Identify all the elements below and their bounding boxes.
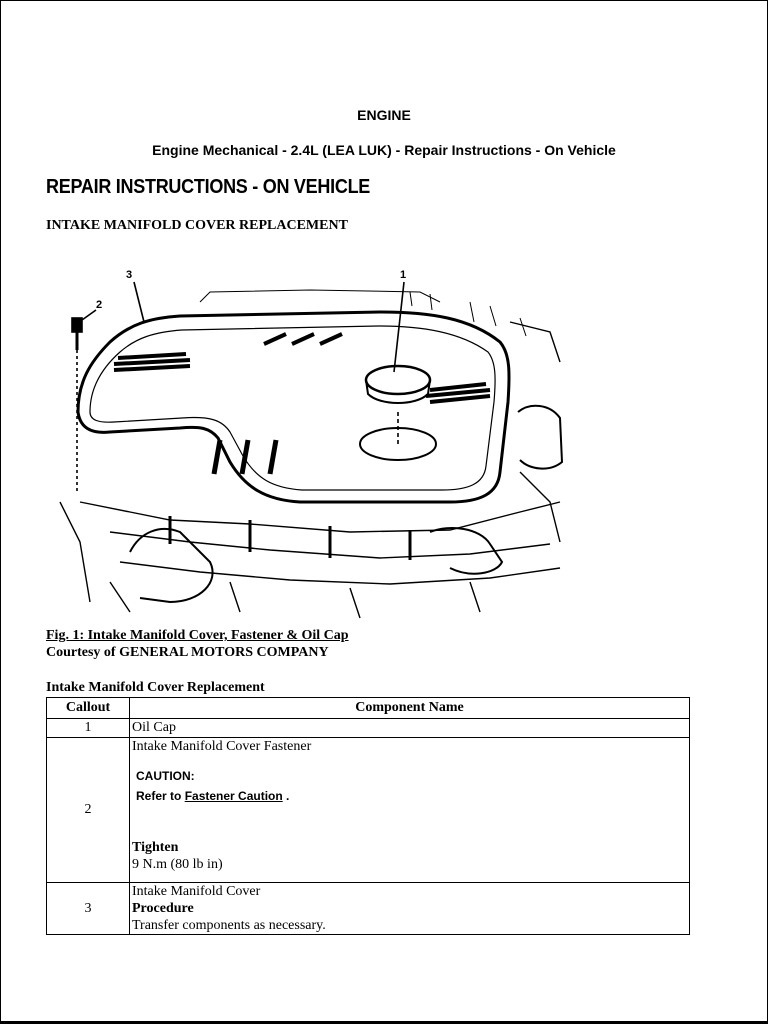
table-row [47,738,690,883]
section-title: ENGINE [357,107,411,123]
table-row [47,883,690,935]
callout-cell: 1 [47,719,130,738]
figure-caption: Fig. 1: Intake Manifold Cover, Fastener & Oil Cap [46,628,349,643]
callout-leader-3 [134,282,144,322]
fastener-caution-link[interactable]: Fastener Caution [184,789,283,803]
table-row [47,719,690,738]
procedure-text: Transfer components as necessary. [132,918,326,933]
callout-leader-2 [82,310,96,320]
oil-cap [366,366,430,394]
table-header-row [47,698,690,719]
caution-prefix: Refer to [136,789,182,803]
component-column-header: Component Name [130,698,690,719]
callout-cell: 3 [47,883,130,935]
engine-illustration [50,262,570,622]
callout-cell: 2 [47,738,130,883]
document-subtitle: Engine Mechanical - 2.4L (LEA LUK) - Repair Instructions - On Vehicle [152,142,616,158]
component-cell [130,738,690,883]
tighten-value: 9 N.m (80 lb in) [132,857,223,872]
component-name: Intake Manifold Cover Fastener [132,739,312,754]
manifold-cover-outline [78,312,509,502]
component-cell: Oil Cap [130,719,690,738]
caution-text [136,789,687,803]
callout-label-2: 2 [96,299,103,311]
components-table [46,697,690,935]
sub-heading: INTAKE MANIFOLD COVER REPLACEMENT [46,218,348,233]
caution-block [132,769,687,803]
callout-label-3: 3 [126,269,133,281]
component-name: Intake Manifold Cover [132,884,261,899]
main-heading: REPAIR INSTRUCTIONS - ON VEHICLE [46,176,371,198]
fastener-bolt [72,318,82,332]
callout-label-1: 1 [400,269,407,281]
table-title: Intake Manifold Cover Replacement [46,680,265,695]
figure-courtesy: Courtesy of GENERAL MOTORS COMPANY [46,645,329,660]
component-cell [130,883,690,935]
tighten-label: Tighten [132,840,179,855]
procedure-label: Procedure [132,901,194,916]
caution-label: CAUTION: [136,769,195,783]
callout-column-header: Callout [47,698,130,719]
caution-suffix: . [286,789,290,803]
